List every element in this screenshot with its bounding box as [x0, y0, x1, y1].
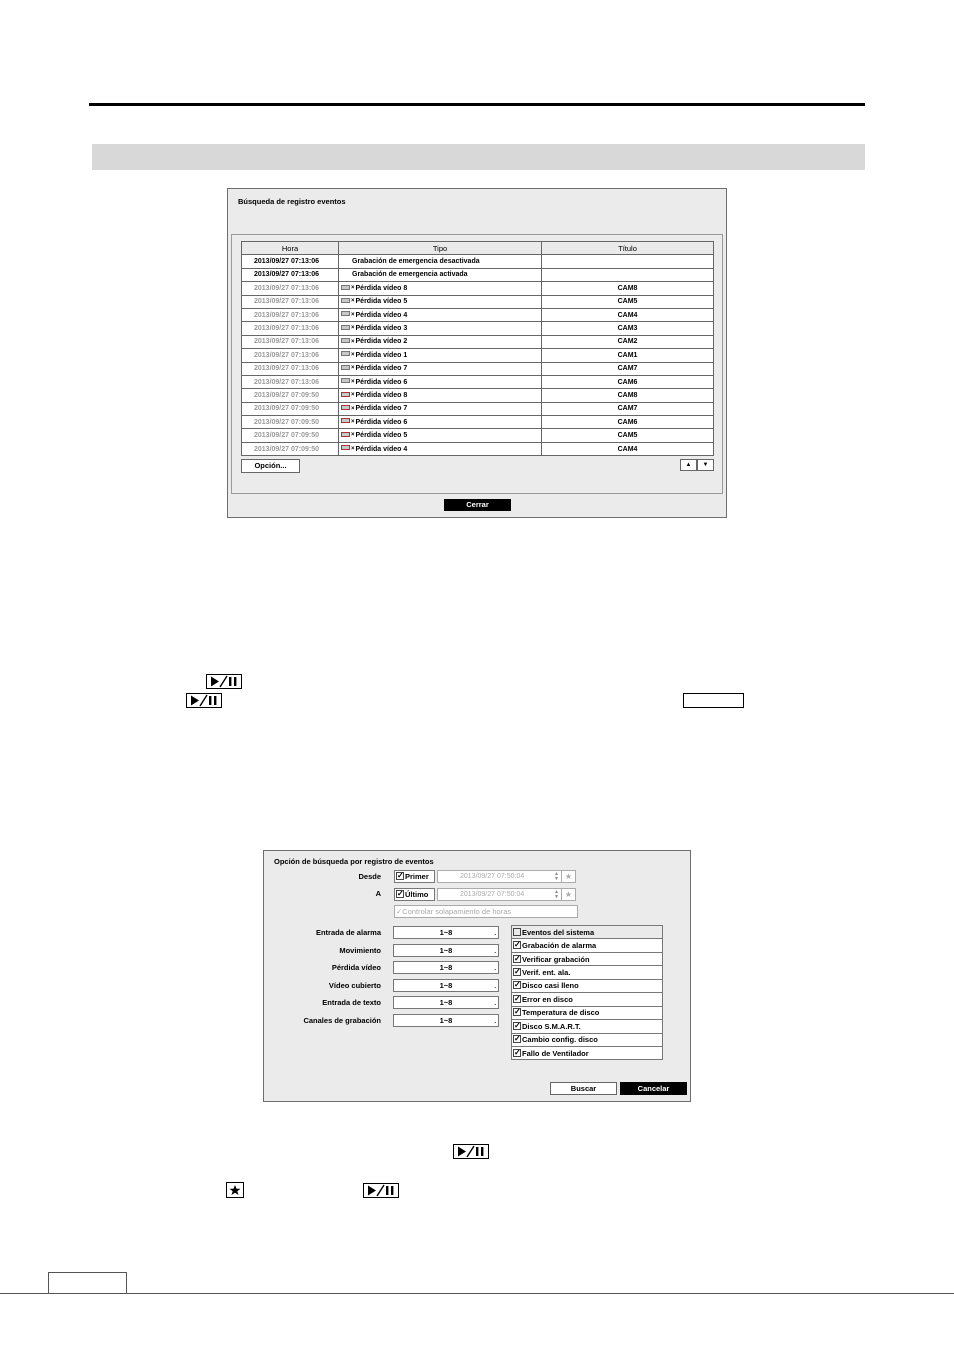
event-type [339, 362, 542, 375]
dialog-title: Opción de búsqueda por registro de eventos [274, 857, 434, 866]
event-time: 2013/09/27 07:09:50 [242, 442, 339, 455]
table-row[interactable] [242, 322, 714, 335]
system-events-header-label: Eventos del sistema [522, 927, 595, 937]
table-row[interactable] [242, 442, 714, 455]
table-row[interactable] [242, 389, 714, 402]
star-icon[interactable]: ★ [561, 888, 576, 901]
table-row[interactable] [242, 349, 714, 362]
event-time: 2013/09/27 07:09:50 [242, 402, 339, 415]
channel-select-value: 1~8 [439, 945, 453, 955]
table-row[interactable] [242, 429, 714, 442]
x-icon: × [351, 298, 355, 305]
channel-select[interactable] [393, 979, 499, 992]
video-loss-icon [341, 285, 350, 290]
x-icon: × [351, 311, 355, 318]
event-type [339, 349, 542, 362]
field-label: Canales de grabación [303, 1016, 381, 1025]
check-icon: ✓ [514, 1020, 521, 1030]
system-event-label: Grabación de alarma [522, 941, 597, 951]
video-loss-icon [341, 378, 350, 383]
x-icon: × [351, 338, 355, 345]
ultimo-label: Último [405, 890, 429, 899]
field-label: Movimiento [339, 945, 381, 955]
event-type-label: Pérdida vídeo 8 [355, 391, 408, 399]
x-icon: × [351, 325, 355, 332]
event-type-label: Pérdida vídeo 5 [355, 432, 408, 440]
event-title: CAM3 [542, 322, 714, 335]
event-type [339, 295, 542, 308]
cancel-button[interactable]: Cancelar [620, 1082, 687, 1095]
check-icon: ✓ [396, 907, 403, 916]
x-icon: × [351, 351, 355, 358]
table-row[interactable] [242, 255, 714, 268]
close-button[interactable]: Cerrar [444, 499, 511, 511]
system-event-item[interactable] [512, 1020, 663, 1033]
page-number-tab [48, 1272, 127, 1294]
primer-label: Primer [405, 872, 429, 881]
event-type-label: Pérdida vídeo 4 [355, 311, 408, 319]
dropdown-icon: . [494, 1001, 496, 1008]
play-pause-icon [186, 693, 222, 708]
event-type [339, 416, 542, 429]
event-type-label: Grabación de emergencia desactivada [352, 258, 480, 266]
event-type-label: Pérdida vídeo 3 [355, 325, 408, 333]
event-type [339, 255, 542, 268]
event-title: CAM7 [542, 362, 714, 375]
event-time: 2013/09/27 07:13:06 [242, 375, 339, 388]
table-row[interactable] [242, 282, 714, 295]
channel-select-value: 1~8 [439, 998, 453, 1008]
event-type [339, 322, 542, 335]
event-title [542, 255, 714, 268]
channel-select-value: 1~8 [439, 980, 453, 990]
event-title [542, 268, 714, 281]
event-type [339, 442, 542, 455]
event-type-label: Pérdida vídeo 7 [355, 405, 408, 413]
event-time: 2013/09/27 07:13:06 [242, 322, 339, 335]
event-title: CAM6 [542, 375, 714, 388]
top-rule [89, 103, 865, 106]
event-type [339, 402, 542, 415]
system-event-label: Disco casi lleno [522, 981, 579, 991]
event-type-label: Grabación de emergencia activada [352, 271, 468, 279]
check-icon: ✓ [397, 889, 404, 899]
video-loss-red-icon [341, 445, 350, 450]
video-loss-icon [341, 298, 350, 303]
overlap-label: Controlar solapamiento de horas [402, 907, 512, 916]
event-title: CAM1 [542, 349, 714, 362]
channel-select-value: 1~8 [439, 1016, 453, 1025]
event-type [339, 282, 542, 295]
event-type [339, 335, 542, 348]
system-event-item[interactable] [512, 966, 663, 979]
x-icon: × [351, 432, 355, 439]
x-icon: × [351, 405, 355, 412]
table-row[interactable] [242, 416, 714, 429]
video-loss-icon [341, 351, 350, 356]
event-log-search-dialog [227, 188, 727, 518]
checkbox-icon [513, 928, 521, 936]
scroll-down-button[interactable]: ▼ [697, 459, 714, 471]
event-time: 2013/09/27 07:09:50 [242, 416, 339, 429]
video-loss-icon [341, 311, 350, 316]
event-time: 2013/09/27 07:13:06 [242, 362, 339, 375]
system-event-label: Disco S.M.A.R.T. [522, 1021, 581, 1031]
event-title: CAM5 [542, 429, 714, 442]
desde-date-value: 2013/09/27 07:50:04 [460, 873, 525, 880]
event-type [339, 429, 542, 442]
x-icon: × [351, 378, 355, 385]
video-loss-red-icon [341, 392, 350, 397]
table-row[interactable] [242, 295, 714, 308]
x-icon: × [351, 392, 355, 399]
video-loss-icon [341, 365, 350, 370]
check-icon: ✓ [514, 1047, 521, 1057]
event-title: CAM4 [542, 442, 714, 455]
check-icon: ✓ [514, 1034, 521, 1044]
system-event-item[interactable] [512, 952, 663, 965]
event-type-label: Pérdida vídeo 5 [355, 298, 408, 306]
event-time: 2013/09/27 07:13:06 [242, 282, 339, 295]
event-type-label: Pérdida vídeo 8 [355, 284, 408, 292]
x-icon: × [351, 365, 355, 372]
a-date-value: 2013/09/27 07:50:04 [460, 891, 525, 898]
table-row[interactable] [242, 362, 714, 375]
check-icon: ✓ [514, 1007, 521, 1017]
table-row[interactable] [242, 402, 714, 415]
table-row[interactable] [242, 308, 714, 321]
column-header-tipo[interactable]: Tipo [339, 242, 542, 255]
ultimo-checkbox[interactable] [394, 888, 435, 901]
option-button[interactable]: Opción... [241, 459, 300, 473]
overlap-checkbox[interactable] [394, 905, 578, 918]
table-row[interactable] [242, 375, 714, 388]
dropdown-icon: . [494, 966, 496, 973]
event-type-label: Pérdida vídeo 2 [355, 338, 408, 346]
system-event-label: Verif. ent. ala. [522, 968, 571, 978]
channel-select[interactable] [393, 944, 499, 957]
system-event-item[interactable] [512, 993, 663, 1006]
video-loss-icon [341, 338, 350, 343]
channel-select[interactable] [393, 926, 499, 939]
event-type-label: Pérdida vídeo 6 [355, 418, 408, 426]
search-button[interactable]: Buscar [550, 1082, 617, 1095]
event-title: CAM5 [542, 295, 714, 308]
event-title: CAM7 [542, 402, 714, 415]
event-title: CAM8 [542, 389, 714, 402]
check-icon: ✓ [514, 980, 521, 990]
field-label: Vídeo cubierto [328, 980, 381, 990]
table-row[interactable] [242, 335, 714, 348]
system-event-label: Temperatura de disco [522, 1008, 600, 1018]
primer-checkbox[interactable] [394, 870, 435, 883]
x-icon: × [351, 285, 355, 292]
video-loss-red-icon [341, 418, 350, 423]
dropdown-icon: . [494, 983, 496, 990]
dropdown-icon: . [494, 948, 496, 955]
event-type-label: Pérdida vídeo 6 [355, 378, 408, 386]
event-type-label: Pérdida vídeo 7 [355, 365, 408, 373]
check-icon: ✓ [514, 967, 521, 977]
event-title: CAM6 [542, 416, 714, 429]
event-type-label: Pérdida vídeo 4 [355, 445, 408, 453]
column-header-titulo[interactable]: Título [542, 242, 714, 255]
star-icon [226, 1182, 244, 1198]
event-type [339, 389, 542, 402]
event-time: 2013/09/27 07:09:50 [242, 429, 339, 442]
channel-select-value: 1~8 [439, 963, 453, 973]
video-loss-red-icon [341, 432, 350, 437]
system-event-item[interactable] [512, 979, 663, 992]
check-icon: ✓ [514, 953, 521, 963]
system-event-item[interactable] [512, 1006, 663, 1019]
event-table [241, 241, 714, 456]
event-time: 2013/09/27 07:13:06 [242, 308, 339, 321]
system-event-label: Cambio config. disco [522, 1035, 598, 1045]
system-events-header[interactable] [512, 926, 663, 939]
check-icon: ✓ [514, 940, 521, 950]
dropdown-icon: . [494, 1019, 496, 1025]
section-heading-band [92, 144, 865, 170]
system-event-label: Verificar grabación [522, 954, 590, 964]
event-type [339, 308, 542, 321]
play-pause-icon [206, 674, 242, 689]
table-row[interactable] [242, 268, 714, 281]
play-pause-icon [453, 1144, 489, 1159]
x-icon: × [351, 445, 355, 452]
event-title: CAM8 [542, 282, 714, 295]
scroll-up-button[interactable]: ▲ [680, 459, 697, 471]
field-label: Pérdida vídeo [331, 963, 381, 973]
footer-rule [0, 1293, 954, 1294]
field-label: Entrada de alarma [315, 928, 381, 937]
dropdown-icon: . [494, 931, 496, 937]
field-label: Entrada de texto [322, 998, 381, 1008]
check-icon: ✓ [514, 993, 521, 1003]
event-time: 2013/09/27 07:13:06 [242, 268, 339, 281]
event-log-search-options-dialog [263, 850, 691, 1102]
channel-select[interactable] [393, 996, 499, 1009]
desde-label: Desde [358, 872, 381, 881]
event-time: 2013/09/27 07:13:06 [242, 295, 339, 308]
channel-select[interactable] [393, 1014, 499, 1027]
video-loss-red-icon [341, 405, 350, 410]
x-icon: × [351, 418, 355, 425]
play-pause-icon [363, 1183, 399, 1198]
event-type-label: Pérdida vídeo 1 [355, 351, 408, 359]
system-event-label: Error en disco [522, 994, 573, 1004]
star-icon[interactable]: ★ [561, 870, 576, 883]
event-time: 2013/09/27 07:13:06 [242, 335, 339, 348]
spinner-icon: ▲ ▼ [554, 871, 559, 882]
a-label: A [375, 889, 381, 898]
event-time: 2013/09/27 07:13:06 [242, 255, 339, 268]
video-loss-icon [341, 325, 350, 330]
a-date-field[interactable] [437, 888, 562, 901]
event-title: CAM4 [542, 308, 714, 321]
channel-select-value: 1~8 [439, 928, 453, 937]
desde-date-field[interactable] [437, 870, 562, 883]
spinner-icon: ▲ ▼ [554, 889, 559, 900]
event-time: 2013/09/27 07:09:50 [242, 389, 339, 402]
event-title: CAM2 [542, 335, 714, 348]
system-events-list [511, 925, 663, 1060]
system-event-item[interactable] [512, 1033, 663, 1046]
system-event-item[interactable] [512, 939, 663, 952]
system-event-item[interactable] [512, 1046, 663, 1059]
column-header-hora[interactable]: Hora [242, 242, 339, 255]
system-event-label: Fallo de Ventilador [522, 1048, 589, 1058]
channel-select[interactable] [393, 961, 499, 974]
dialog-title: Búsqueda de registro eventos [238, 197, 346, 206]
event-type [339, 268, 542, 281]
button-graphic [683, 693, 744, 708]
event-time: 2013/09/27 07:13:06 [242, 349, 339, 362]
event-type [339, 375, 542, 388]
check-icon: ✓ [397, 871, 404, 881]
